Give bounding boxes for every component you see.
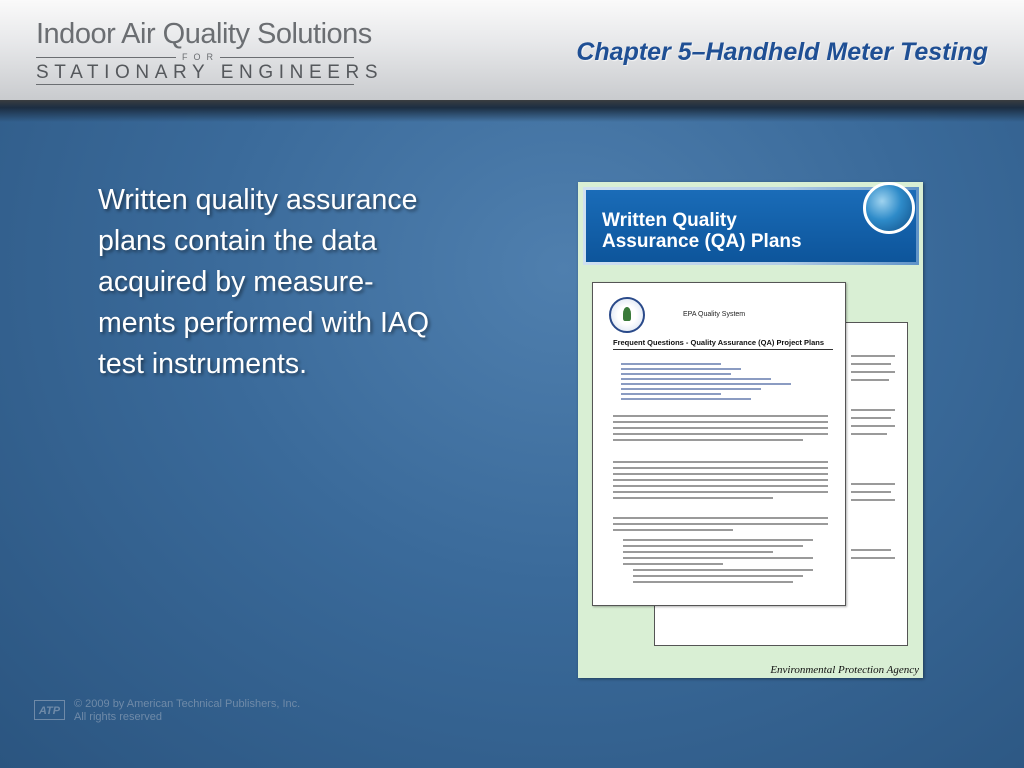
text-line [623,557,813,559]
text-line [613,461,828,463]
text-line [623,545,803,547]
logo-underline [36,84,354,85]
body-line: Written quality assurance [98,184,418,216]
text-line [613,421,828,423]
text-line [613,433,828,435]
doc-header: EPA Quality System [683,311,746,318]
logo-for: FOR [182,52,219,62]
figure-banner-title [602,210,802,252]
text-line [613,427,828,429]
text-line [623,551,773,553]
text-line [613,517,828,519]
toc-line [621,368,741,370]
text-line [851,483,895,485]
copyright-line: All rights reserved [74,711,163,723]
text-line [613,485,828,487]
text-line [851,491,891,493]
text-line [851,549,891,551]
text-line [851,417,891,419]
toc-line [621,393,721,395]
publisher-logo: ATP [34,700,65,720]
body-line: acquired by measure- [98,266,374,298]
toc-line [621,388,761,390]
text-line [613,497,773,499]
text-line [613,473,828,475]
toc-line [621,383,791,385]
text-line [613,439,803,441]
text-line [851,371,895,373]
text-line [851,409,895,411]
body-line: plans contain the data [98,225,377,257]
logo-divider-right [220,57,354,58]
text-line [613,479,828,481]
text-line [623,563,723,565]
logo-subtitle: STATIONARY ENGINEERS [36,62,384,83]
body-line: ments performed with IAQ [98,307,430,339]
toc-line [621,373,731,375]
text-line [633,581,793,583]
text-line [613,529,733,531]
text-line [851,433,887,435]
text-line [851,363,891,365]
body-text [98,180,518,385]
logo-divider-left [36,57,176,58]
toc-line [621,398,751,400]
text-line [633,575,803,577]
text-line [851,557,895,559]
epa-seal-icon [609,297,645,333]
document-page-front [592,282,846,606]
banner-line: Written Quality [602,210,737,231]
text-line [851,355,895,357]
header-shadow [0,100,1024,122]
toc-line [621,363,721,365]
text-line [613,467,828,469]
toc-line [621,378,771,380]
text-line [613,415,828,417]
globe-icon [863,182,915,234]
header-bar [0,0,1024,100]
copyright-text [74,698,300,724]
text-line [623,539,813,541]
logo-title: Indoor Air Quality Solutions [36,18,372,50]
body-line: test instruments. [98,348,308,380]
text-line [851,379,889,381]
copyright-line: © 2009 by American Technical Publishers, Inc. [74,698,301,710]
banner-line: Assurance (QA) Plans [602,231,802,252]
qa-plan-figure [578,182,923,678]
chapter-title: Chapter 5–Handheld Meter Testing [576,38,988,66]
text-line [851,499,895,501]
text-line [613,523,828,525]
doc-title: Frequent Questions - Quality Assurance (QA) Project Plans [613,338,833,350]
figure-caption: Environmental Protection Agency [770,664,919,676]
text-line [613,491,828,493]
text-line [851,425,895,427]
text-line [633,569,813,571]
